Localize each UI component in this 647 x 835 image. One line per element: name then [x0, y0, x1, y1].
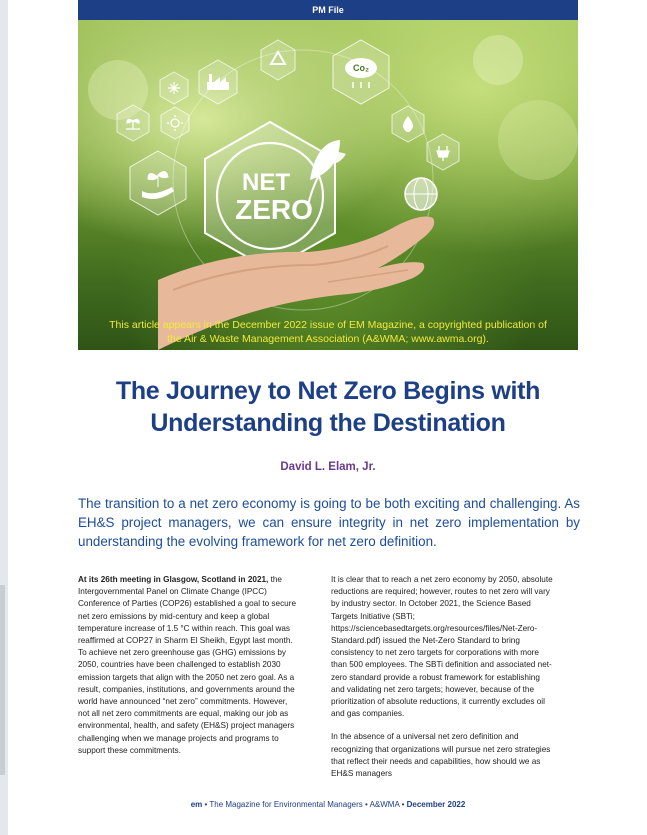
footer-issue: December 2022: [406, 800, 466, 809]
section-banner: PM File: [78, 0, 578, 20]
magazine-page: [8, 0, 647, 835]
bokeh-light: [473, 35, 523, 85]
lead-in: At its 26th meeting in Glasgow, Scotland in 2021,: [78, 575, 269, 584]
co2-cloud-icon: [333, 40, 389, 104]
sun-icon: [161, 107, 189, 139]
recycle-icon: [261, 40, 295, 80]
footer-brand: em: [190, 800, 203, 809]
author-byline: David L. Elam, Jr.: [280, 461, 376, 473]
paragraph: In the absence of a universal net zero definition and recognizing that organizations will pursue net zero strategies that reflect their needs and capabilities, how should we as EH&S managers: [331, 732, 551, 779]
article-title: [78, 375, 578, 439]
snowflake-icon: [160, 72, 188, 104]
factory-icon: [199, 60, 237, 104]
net-zero-badge: [205, 122, 346, 270]
co2-label: Co₂: [353, 63, 369, 73]
article-deck: The transition to a net zero economy is going to be both exciting and challenging. As EH&S project managers, we can ensure integrity in net zero implementation by understanding the evolving framework for net zero definition.: [78, 496, 580, 549]
title-line: Understanding the Destination: [150, 409, 506, 437]
paragraph-body: the Intergovernmental Panel on Climate Change (IPCC) Conference of Parties (COP26) established a goal to secure net zero emissions by mid-century and keep a global temperature increase of 1.5 °C within reach. This goal was reaffirmed at COP27 in Sharm El Sheikh, Egypt last month. To achieve net zero greenhouse gas (GHG) emissions by 2050, countries have been challenged to establish 2030 emission targets that align with the 2050 net zero goal. As a result, companies, institutions, and governments around the world have announced “net zero” commitments. However, not all net zero commitments are equal, making our job as environmental, health, and safety (EH&S) project managers challenging when we manage projects and programs to support these commitments.: [78, 575, 296, 755]
bokeh-light: [498, 100, 578, 180]
hand-plant-icon: [130, 151, 186, 215]
footer-middle: • The Magazine for Environmental Managers • A&WMA •: [202, 800, 407, 809]
title-line: The Journey to Net Zero Begins with: [115, 377, 541, 405]
left-column: [78, 574, 300, 768]
page-footer: [78, 800, 578, 809]
right-column: [331, 574, 553, 791]
hero-illustration: [78, 20, 578, 350]
water-drop-icon: [392, 106, 424, 142]
zero-label: ZERO: [235, 194, 313, 225]
page-edge-stripe: [0, 585, 5, 775]
copyright-notice-line2: the Air & Waste Management Association (A&WMA; www.awma.org).: [167, 333, 489, 345]
paragraph: It is clear that to reach a net zero economy by 2050, absolute reductions are required; however, routes to net zero will vary by industry sector. In October 2021, the Science Based Targets Initiative (SBTi; https://sciencebasedtargets.org/resources/files/Net-Zero-Standard.pdf) issued the Net-Zero Standard to bring consistency to net zero targets for corporations with more than 500 employees. The SBTi definition and associated net-zero standard provide a robust framework for establishing and validating net zero targets; however, because of the prioritization of absolute reductions, it currently excludes oil and gas companies.: [331, 575, 553, 719]
globe-icon: [405, 178, 437, 210]
copyright-notice-line1: This article appears in the December 2022 issue of EM Magazine, a copyrighted publication of: [109, 319, 547, 331]
net-label: NET: [242, 169, 290, 196]
paragraph: [78, 574, 300, 757]
hero-image: [78, 20, 578, 350]
